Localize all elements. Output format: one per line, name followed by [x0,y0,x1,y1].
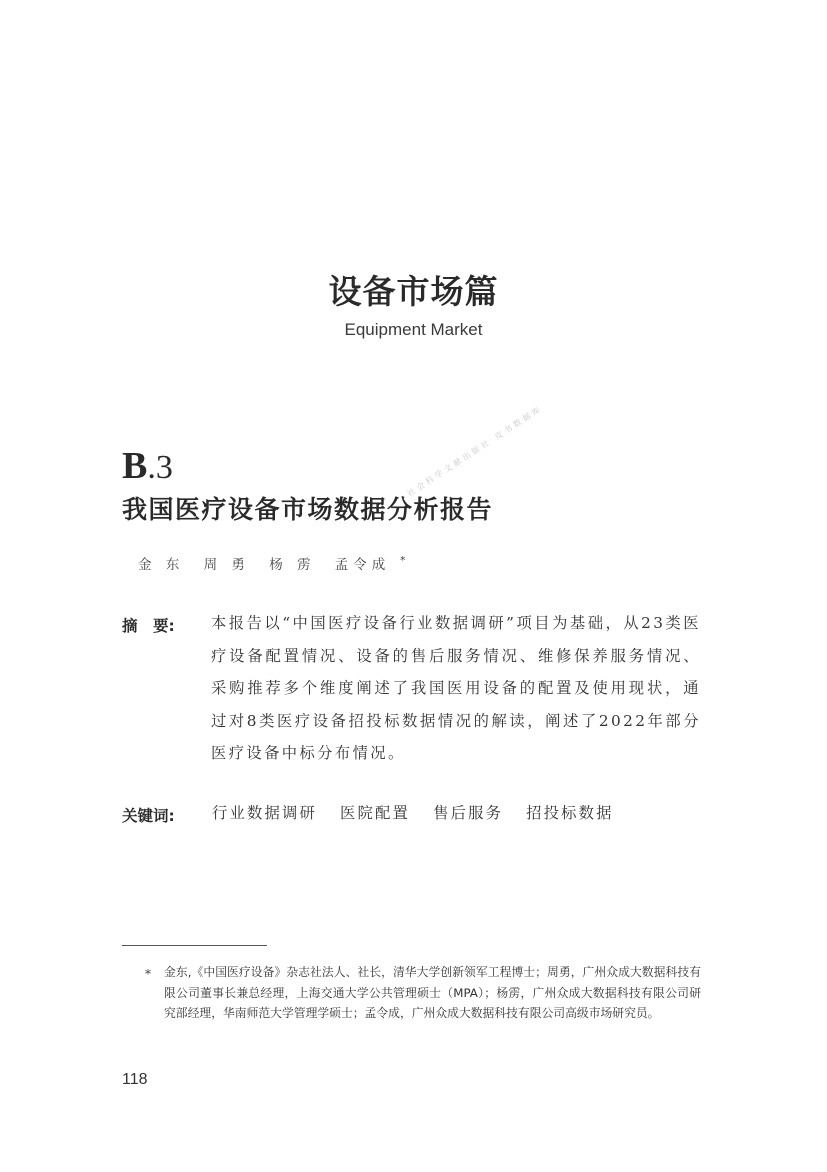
footnote-mark: * [145,967,151,981]
section-title: 设备市场篇 [328,272,499,311]
footnote-divider [122,945,267,946]
watermark: 社会科学文献出版社 皮书数据库 [405,403,545,499]
chapter-title: 我国医疗设备市场数据分析报告 [122,495,494,524]
page-number: 118 [122,1071,148,1088]
keyword: 售后服务 [433,804,504,822]
keyword: 行业数据调研 [212,804,317,822]
author-name: 周 勇 [203,557,250,573]
keyword: 招投标数据 [526,804,614,822]
author-name: 金 东 [138,557,185,573]
chapter-code-letter: B [122,445,148,487]
chapter-code-number: .3 [147,449,173,486]
abstract-label: 摘 要: [122,617,175,635]
author-name: 孟令成 [334,557,391,573]
section-subtitle: Equipment Market [344,320,483,339]
chapter-code [122,444,173,488]
abstract-text: 本报告以“中国医疗设备行业数据调研”项目为基础，从23类医疗设备配置情况、设备的售后服务情况、维修保养服务情况、采购推荐多个维度阐述了我国医用设备的配置及使用现状，通过对8类医疗设备招投标数据情况的解读，阐述了2022年部分医疗设备中标分布情况。 [211,614,701,762]
author-list [138,553,405,573]
author-name: 杨 雳 [269,557,316,573]
keywords-list [212,801,630,823]
keywords-label: 关键词: [122,807,175,825]
author-footnote-mark: * [400,555,406,567]
keyword: 医院配置 [340,804,411,822]
footnote-text: 金东,《中国医疗设备》杂志社法人、社长，清华大学创新领军工程博士；周勇，广州众成大数据科技有限公司董事长兼总经理，上海交通大学公共管理硕士（MPA）；杨雳，广州众成大数据科技有限公司研究部经理，华南师范大学管理学硕士；孟令成，广州众成大数据科技有限公司高级市场研究员。 [164,965,701,1020]
